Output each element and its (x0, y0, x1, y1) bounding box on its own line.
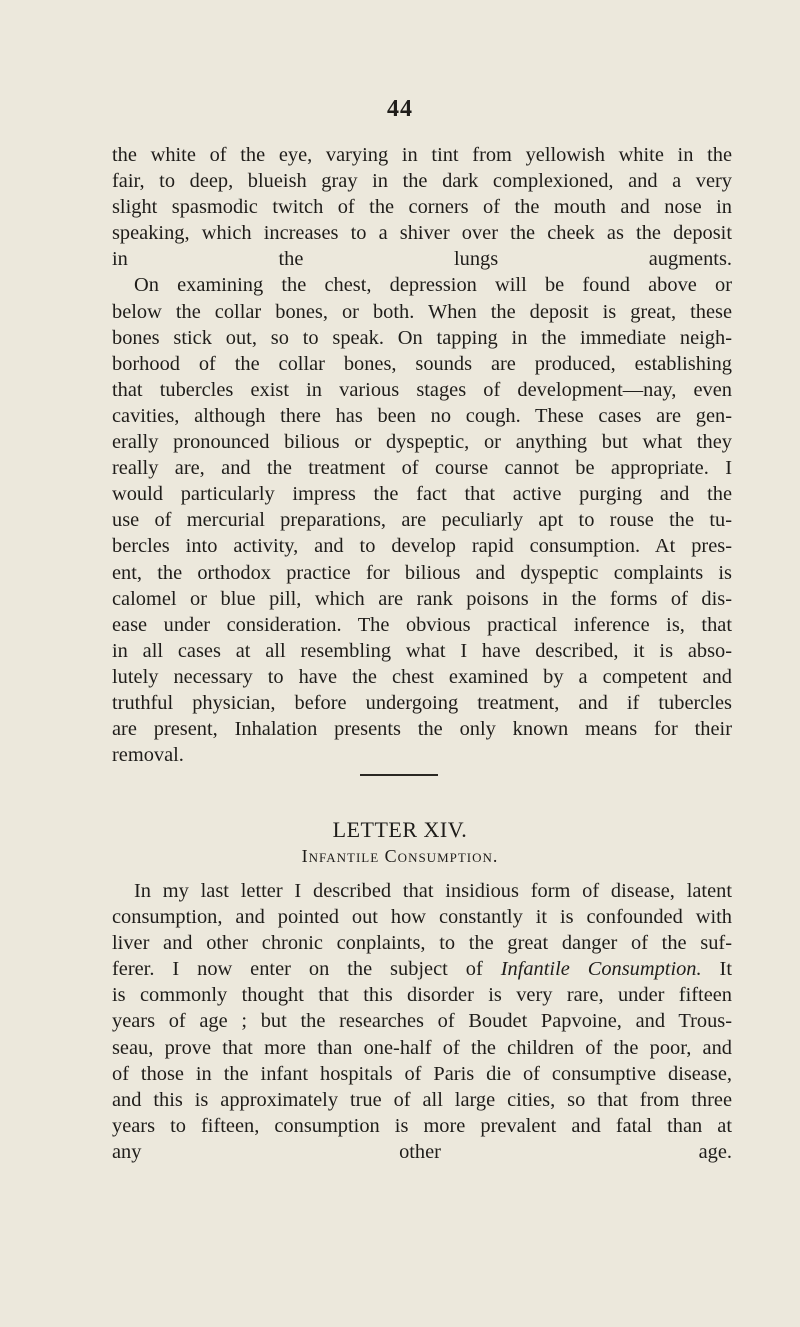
text-line: removal. (112, 744, 184, 767)
text-line: fair, to deep, blueish gray in the dark complexioned, and a very (112, 170, 732, 193)
text-line: seau, prove that more than one-half of the children of the poor, and (112, 1036, 732, 1059)
text-line: lutely necessary to have the chest examined by a competent and (112, 665, 732, 688)
text-line: of those in the infant hospitals of Paris die of consumptive disease, (112, 1062, 732, 1085)
text-line: are present, Inhalation presents the only known means for their (112, 718, 732, 741)
text-line: the white of the eye, varying in tint from yellowish white in the (112, 144, 732, 166)
text-line: In my last letter I described that insidious form of disease, latent (134, 880, 732, 902)
text-line: is commonly thought that this disorder is very rare, under fifteen (112, 984, 732, 1007)
text-run: ferer. I now enter on the subject of (112, 958, 501, 981)
letter-body (112, 878, 732, 1165)
text-line: and this is approximately true of all large cities, so that from three (112, 1088, 732, 1111)
text-line: calomel or blue pill, which are rank poisons in the forms of dis- (112, 587, 732, 610)
text-line: truthful physician, before undergoing treatment, and if tubercles (112, 691, 732, 714)
text-line: borhood of the collar bones, sounds are produced, establishing (112, 352, 732, 375)
text-run: It (701, 958, 733, 981)
text-line: years to fifteen, consumption is more prevalent and fatal than at (112, 1114, 732, 1137)
letter-heading: LETTER XIV. (332, 817, 468, 842)
text-line: use of mercurial preparations, are peculiarly apt to rouse the tu- (112, 509, 732, 532)
text-line: years of age ; but the researches of Boudet Papvoine, and Trous- (112, 1010, 732, 1033)
text-line: any other age. (112, 1140, 732, 1163)
text-line: liver and other chronic conplaints, to the great danger of the suf- (112, 932, 732, 955)
text-line: would particularly impress the fact that active purging and the (112, 483, 732, 506)
text-line: On examining the chest, depression will be found above or (134, 274, 732, 297)
text-line: consumption, and pointed out how constantly it is confounded with (112, 906, 732, 929)
passage-continued (112, 142, 732, 768)
text-line: ease under consideration. The obvious practical inference is, that (112, 613, 732, 636)
letter-subheading: Infantile Consumption. (301, 846, 499, 866)
text-line: really are, and the treatment of course cannot be appropriate. I (112, 457, 732, 480)
italic-title: Infantile Consumption. (500, 958, 702, 981)
text-line: below the collar bones, or both. When the deposit is great, these (112, 300, 732, 323)
text-line-with-italic (112, 956, 732, 982)
text-line: cavities, although there has been no cough. These cases are gen- (112, 404, 732, 427)
text-line: erally pronounced bilious or dyspeptic, or anything but what they (112, 431, 732, 454)
text-line: in the lungs augments. (112, 248, 732, 271)
text-line: that tubercles exist in various stages of development—nay, even (112, 378, 732, 401)
text-line: bones stick out, so to speak. On tapping in the immediate neigh- (112, 326, 732, 349)
text-line: slight spasmodic twitch of the corners of the mouth and nose in (112, 196, 732, 219)
page-number: 44 (387, 96, 413, 122)
section-divider (360, 774, 438, 776)
text-line: speaking, which increases to a shiver over the cheek as the deposit (112, 222, 732, 245)
text-line: in all cases at all resembling what I have described, it is abso- (112, 639, 732, 662)
text-line: bercles into activity, and to develop rapid consumption. At pres- (112, 535, 732, 558)
text-line: ent, the orthodox practice for bilious and dyspeptic complaints is (112, 561, 732, 584)
